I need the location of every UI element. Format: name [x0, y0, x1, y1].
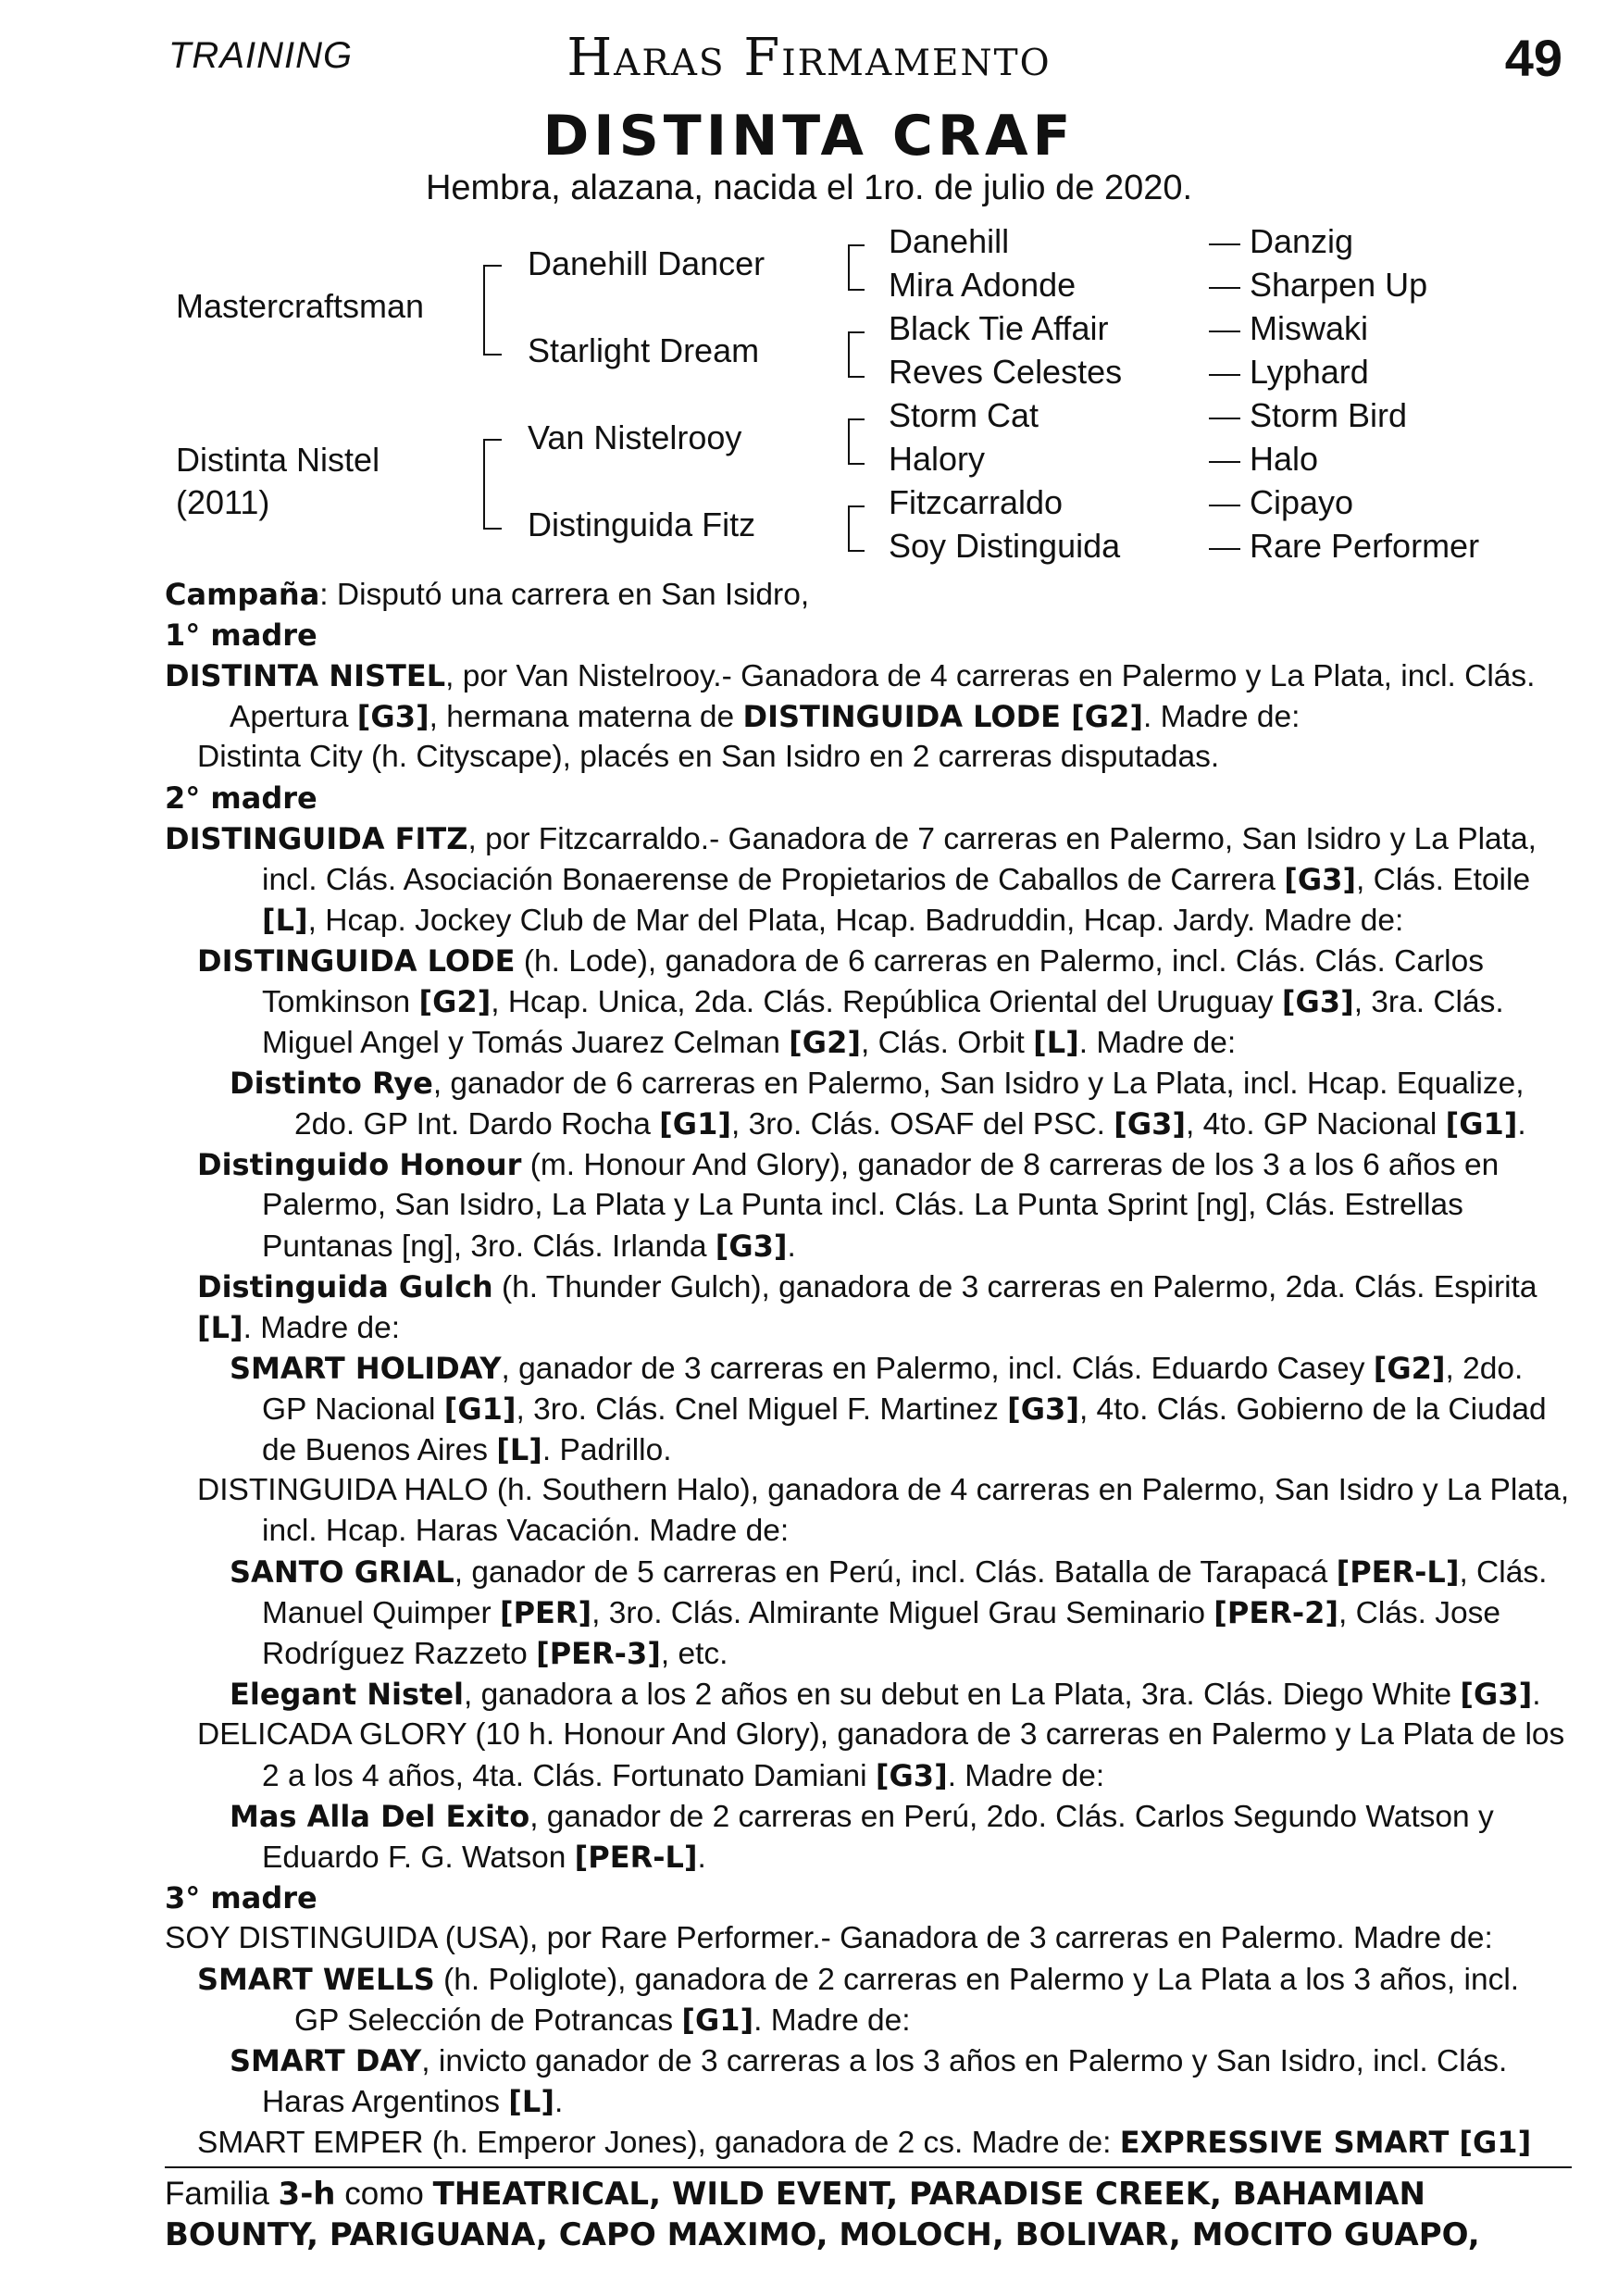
text-line: incl. Clás. Asociación Bonaerense de Propietarios de Caballos de Carrera [G3], Clás. Etoile — [262, 862, 1531, 897]
section-heading: 2° madre — [165, 780, 317, 816]
pedigree-g4: Danzig — [1250, 222, 1354, 260]
footer-divider — [165, 2166, 1572, 2168]
text-line: SMART EMPER (h. Emperor Jones), ganadora de 2 cs. Madre de: EXPRESSIVE SMART [G1] — [197, 2125, 1532, 2160]
pedigree-g3: Fitzcarraldo — [889, 483, 1064, 521]
text-line: de Buenos Aires [L]. Padrillo. — [262, 1432, 672, 1467]
pedigree-dash — [1209, 331, 1240, 332]
pedigree-dash — [1209, 374, 1240, 376]
pedigree-bracket — [848, 331, 865, 378]
pedigree-g3: Danehill — [889, 222, 1010, 260]
horse-description: Hembra, alazana, nacida el 1ro. de julio de 2020. — [425, 168, 1193, 207]
text-line: 2 a los 4 años, 4ta. Clás. Fortunato Damiani [G3]. Madre de: — [262, 1758, 1105, 1793]
pedigree-bracket — [483, 439, 502, 530]
pedigree-g4: Halo — [1250, 440, 1319, 478]
pedigree-dam-year: (2011) — [176, 483, 270, 521]
pedigree-g2: Van Nistelrooy — [528, 418, 742, 456]
text-line: DISTINGUIDA FITZ, por Fitzcarraldo.- Ganadora de 7 carreras en Palermo, San Isidro y La Plata, — [165, 821, 1537, 856]
text-line: Mas Alla Del Exito, ganador de 2 carreras en Perú, 2do. Clás. Carlos Segundo Watson y — [230, 1799, 1494, 1834]
pedigree-g2: Starlight Dream — [528, 331, 760, 369]
pedigree-dash — [1209, 461, 1240, 463]
text-line: incl. Hcap. Haras Vacación. Madre de: — [262, 1514, 790, 1548]
page-number: 49 — [1504, 29, 1562, 87]
pedigree-g4: Sharpen Up — [1250, 266, 1428, 304]
text-line: SANTO GRIAL, ganador de 5 carreras en Perú, incl. Clás. Batalla de Tarapacá [PER-L], Clás. — [230, 1554, 1548, 1590]
pedigree-bracket — [483, 265, 502, 356]
pedigree-g4: Miswaki — [1250, 309, 1369, 347]
pedigree-dash — [1209, 243, 1240, 245]
text-line: Tomkinson [G2], Hcap. Unica, 2da. Clás. República Oriental del Uruguay [G3], 3ra. Clás. — [262, 984, 1504, 1019]
pedigree-g3: Storm Cat — [889, 396, 1039, 434]
text-line: DISTINTA NISTEL, por Van Nistelrooy.- Ganadora de 4 carreras en Palermo y La Plata, incl. Clás. — [165, 658, 1536, 693]
text-line: SOY DISTINGUIDA (USA), por Rare Performer.- Ganadora de 3 carreras en Palermo. Madre de: — [165, 1921, 1493, 1955]
text-line: Elegant Nistel, ganadora a los 2 años en su debut en La Plata, 3ra. Clás. Diego White [G3]. — [230, 1677, 1541, 1712]
pedigree-dash — [1209, 418, 1240, 419]
text-line: Distinguida Gulch (h. Thunder Gulch), ganadora de 3 carreras en Palermo, 2da. Clás. Espirita — [197, 1269, 1537, 1304]
pedigree-g2: Danehill Dancer — [528, 244, 765, 282]
text-line: SMART DAY, invicto ganador de 3 carreras a los 3 años en Palermo y San Isidro, incl. Clás. — [230, 2043, 1508, 2078]
header-section-label: TRAINING — [168, 35, 354, 76]
text-line: Haras Argentinos [L]. — [262, 2084, 564, 2119]
pedigree-g3: Halory — [889, 440, 986, 478]
text-line: SMART HOLIDAY, ganador de 3 carreras en Palermo, incl. Clás. Eduardo Casey [G2], 2do. — [230, 1351, 1524, 1386]
pedigree-bracket — [848, 505, 865, 552]
text-line: Rodríguez Razzeto [PER-3], etc. — [262, 1636, 728, 1671]
text-line: Palermo, San Isidro, La Plata y La Punta incl. Clás. La Punta Sprint [ng], Clás. Estrellas — [262, 1188, 1463, 1222]
family-line: BOUNTY, PARIGUANA, CAPO MAXIMO, MOLOCH, BOLIVAR, MOCITO GUAPO, — [165, 2216, 1480, 2253]
pedigree-g3: Reves Celestes — [889, 353, 1123, 391]
pedigree-dam: Distinta Nistel — [176, 441, 380, 479]
pedigree-g3: Black Tie Affair — [889, 309, 1109, 347]
pedigree-g4: Lyphard — [1250, 353, 1369, 391]
pedigree-g4: Cipayo — [1250, 483, 1354, 521]
pedigree-g3: Mira Adonde — [889, 266, 1077, 304]
pedigree-g4: Rare Performer — [1250, 527, 1480, 565]
pedigree-dash — [1209, 548, 1240, 550]
text-line: Apertura [G3], hermana materna de DISTINGUIDA LODE [G2]. Madre de: — [230, 699, 1301, 734]
text-line: 2do. GP Int. Dardo Rocha [G1], 3ro. Clás. OSAF del PSC. [G3], 4to. GP Nacional [G1]. — [294, 1106, 1526, 1142]
text-line: Manuel Quimper [PER], 3ro. Clás. Almirante Miguel Grau Seminario [PER-2], Clás. Jose — [262, 1595, 1501, 1630]
text-line: Distinta City (h. Cityscape), placés en San Isidro en 2 carreras disputadas. — [197, 740, 1220, 774]
pedigree-sire: Mastercraftsman — [176, 287, 425, 325]
catalog-body — [165, 574, 1572, 2163]
text-line: Puntanas [ng], 3ro. Clás. Irlanda [G3]. — [262, 1229, 796, 1264]
text-line: GP Selección de Potrancas [G1]. Madre de: — [294, 2003, 911, 2038]
pedigree-dash — [1209, 287, 1240, 289]
text-line: Eduardo F. G. Watson [PER-L]. — [262, 1840, 706, 1875]
text-line: [L], Hcap. Jockey Club de Mar del Plata, Hcap. Badruddin, Hcap. Jardy. Madre de: — [262, 903, 1404, 938]
text-line: SMART WELLS (h. Poliglote), ganadora de 2 carreras en Palermo y La Plata a los 3 años, incl. — [197, 1962, 1520, 1997]
horse-name: DISTINTA CRAF — [542, 104, 1076, 168]
section-heading: 1° madre — [165, 618, 317, 653]
text-line: Distinguido Honour (m. Honour And Glory), ganador de 8 carreras de los 3 a los 6 años en — [197, 1147, 1500, 1182]
header-stud-name: Haras Firmamento — [566, 28, 1052, 88]
text-line: GP Nacional [G1], 3ro. Clás. Cnel Miguel F. Martinez [G3], 4to. Clás. Gobierno de la Ciudad — [262, 1391, 1547, 1427]
family-line: Familia 3-h como THEATRICAL, WILD EVENT, PARADISE CREEK, BAHAMIAN — [165, 2176, 1425, 2213]
text-line: Miguel Angel y Tomás Juarez Celman [G2], Clás. Orbit [L]. Madre de: — [262, 1025, 1237, 1060]
text-line: Distinto Rye, ganador de 6 carreras en Palermo, San Isidro y La Plata, incl. Hcap. Equalize, — [230, 1066, 1525, 1101]
text-line: DISTINGUIDA HALO (h. Southern Halo), ganadora de 4 carreras en Palermo, San Isidro y La Plata, — [197, 1473, 1570, 1507]
pedigree-g2: Distinguida Fitz — [528, 505, 756, 543]
campaign-line: Campaña: Disputó una carrera en San Isidro, — [165, 577, 810, 612]
text-line: DELICADA GLORY (10 h. Honour And Glory), ganadora de 3 carreras en Palermo y La Plata de los — [197, 1717, 1565, 1752]
pedigree-bracket — [848, 244, 865, 291]
pedigree-dash — [1209, 505, 1240, 506]
pedigree-bracket — [848, 418, 865, 465]
pedigree-g4: Storm Bird — [1250, 396, 1408, 434]
pedigree-g3: Soy Distinguida — [889, 527, 1121, 565]
section-heading: 3° madre — [165, 1880, 317, 1915]
text-line: DISTINGUIDA LODE (h. Lode), ganadora de 6 carreras en Palermo, incl. Clás. Clás. Carlos — [197, 943, 1484, 979]
text-line: [L]. Madre de: — [197, 1310, 401, 1345]
family-section — [165, 2174, 1572, 2255]
